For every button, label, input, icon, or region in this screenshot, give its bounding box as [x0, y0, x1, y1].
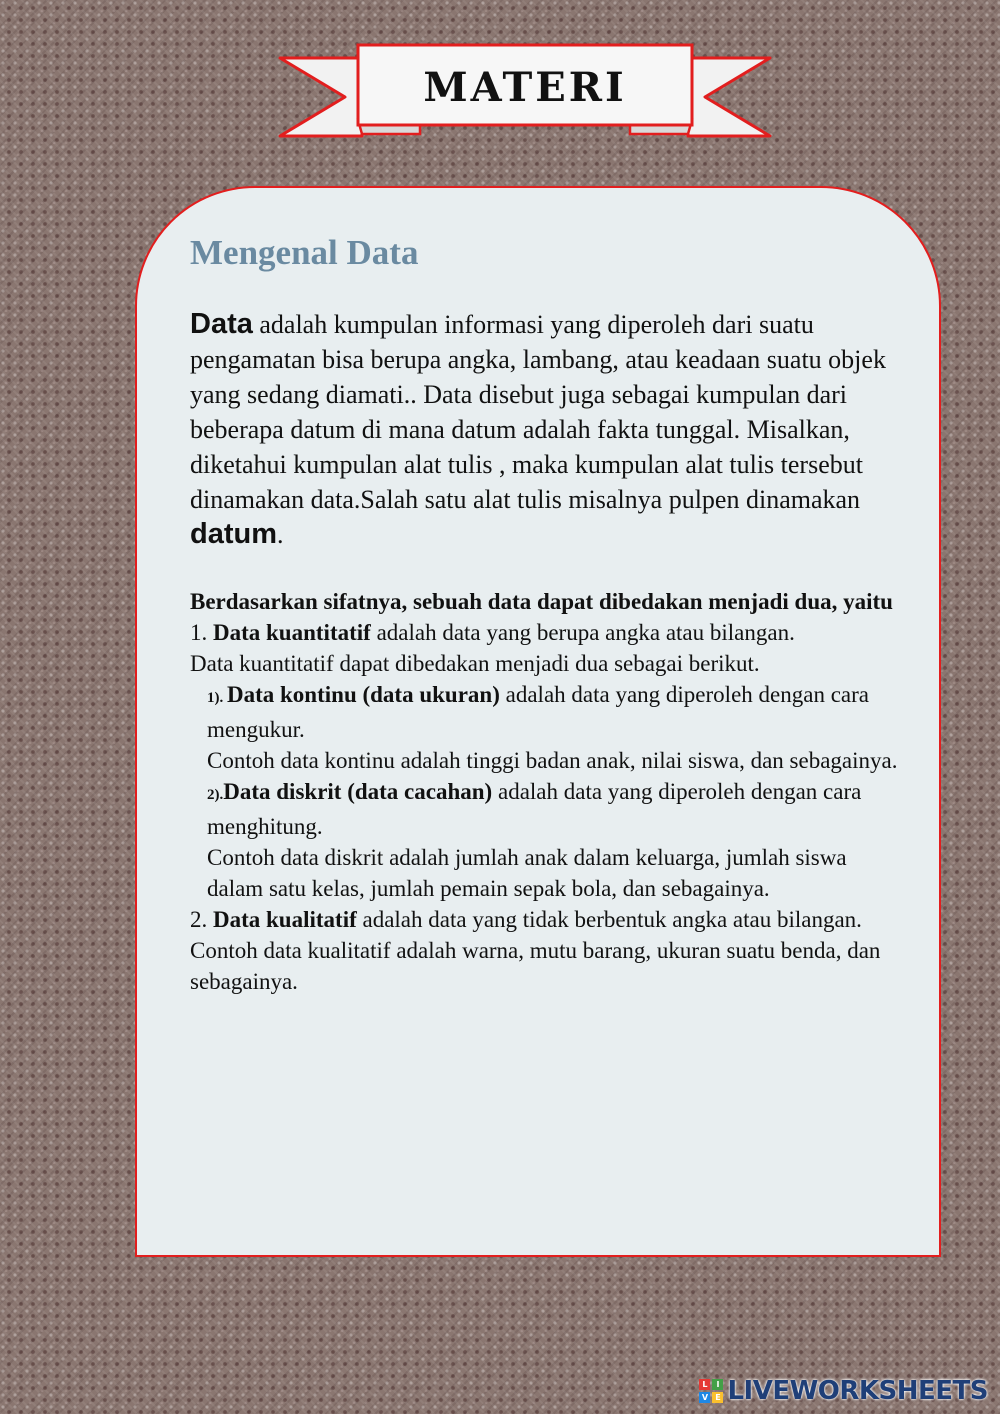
banner-title: MATERI — [423, 64, 627, 111]
liveworksheets-watermark — [699, 1374, 988, 1408]
section-heading: Mengenal Data — [190, 233, 419, 272]
intro-lead-word: Data — [190, 308, 253, 340]
discrete-definition: adalah data yang diperoleh dengan cara menghitung. — [207, 779, 862, 839]
intro-end-word: datum — [190, 518, 277, 550]
discrete-term: Data diskrit (data cacahan) — [223, 779, 493, 804]
continuous-example: Contoh data kontinu adalah tinggi badan anak, nilai siswa, dan sebagainya. — [207, 748, 898, 773]
content-card — [135, 186, 941, 1257]
logo-tile: I — [712, 1379, 723, 1390]
intro-end-punct: . — [277, 520, 284, 549]
qualitative-example: Contoh data kualitatif adalah warna, mutu barang, ukuran suatu benda, dan sebagainya. — [190, 938, 881, 994]
qualitative-definition: adalah data yang tidak berbentuk angka atau bilangan. — [356, 907, 862, 932]
classification-section — [190, 586, 900, 997]
discrete-number: 2). — [207, 787, 224, 803]
liveworksheets-logo-icon — [699, 1379, 723, 1403]
discrete-definition-line — [207, 776, 900, 842]
discrete-example: Contoh data diskrit adalah jumlah anak dalam keluarga, jumlah siswa dalam satu kelas, jumlah pemain sepak bola, dan sebagainya. — [207, 845, 847, 901]
card-content — [190, 233, 900, 997]
logo-tile: V — [699, 1392, 710, 1403]
intro-paragraph — [190, 307, 900, 552]
intro-text: adalah kumpulan informasi yang diperoleh dari suatu pengamatan bisa berupa angka, lambang, atau keadaan suatu objek yang sedang diamati.. Data disebut juga sebagai kumpulan dari beberapa datum di mana datum adalah fakta tunggal. Misalkan, diketahui kumpulan alat tulis , maka kumpulan alat tulis tersebut dinamakan data.Salah satu alat tulis misalnya pulpen dinamakan — [190, 310, 886, 514]
watermark-text: LIVEWORKSHEETS — [727, 1376, 988, 1406]
qualitative-term: Data kualitatif — [213, 907, 357, 932]
logo-tile: E — [712, 1392, 723, 1403]
continuous-number: 1). — [207, 690, 227, 706]
continuous-item — [190, 679, 900, 776]
continuous-definition: adalah data yang diperoleh dengan cara mengukur. — [207, 682, 869, 742]
quantitative-note: Data kuantitatif dapat dibedakan menjadi dua sebagai berikut. — [190, 651, 760, 676]
classification-heading — [190, 586, 900, 617]
title-banner — [270, 36, 780, 142]
qualitative-number: 2. — [190, 907, 213, 932]
quantitative-number: 1. — [190, 620, 213, 645]
classification-heading-text: Berdasarkan sifatnya, sebuah data dapat dibedakan menjadi dua, yaitu — [190, 589, 893, 614]
quantitative-item — [190, 617, 900, 648]
continuous-term: Data kontinu (data ukuran) — [227, 682, 500, 707]
quantitative-definition: adalah data yang berupa angka atau bilangan. — [370, 620, 795, 645]
quantitative-term: Data kuantitatif — [213, 620, 371, 645]
discrete-item — [190, 776, 900, 904]
qualitative-item — [190, 904, 900, 935]
logo-tile: L — [699, 1379, 710, 1390]
continuous-definition-line — [207, 679, 900, 745]
